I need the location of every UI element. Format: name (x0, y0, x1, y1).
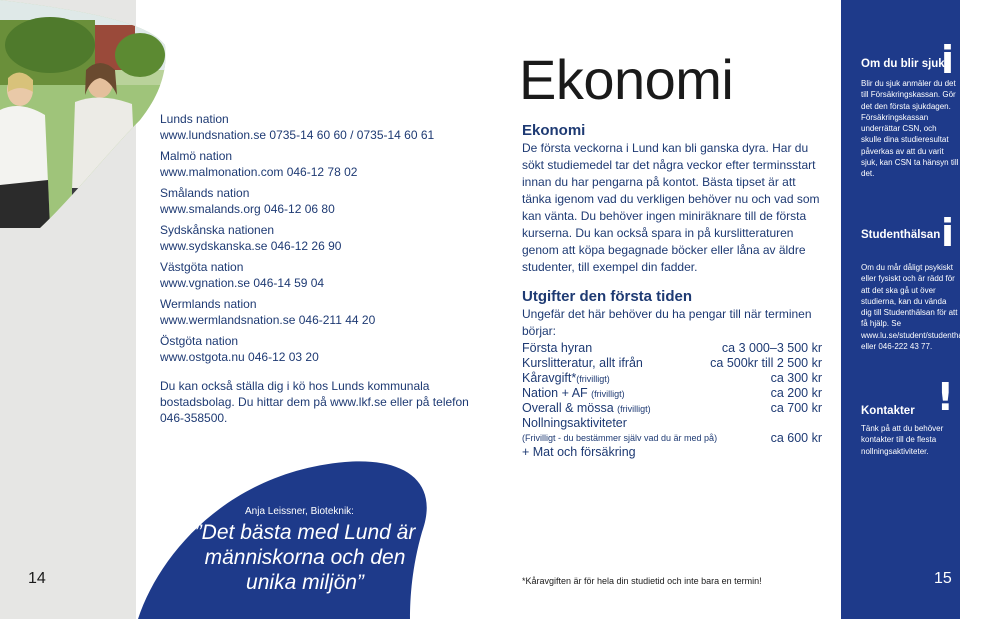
expense-label: Nation + AF (522, 386, 592, 400)
expense-row-optional (522, 431, 822, 445)
info-text: Blir du sjuk anmäler du det till Försäkringskassan. Gör det den första sjukdagen. Försäkringskassan underrättar CSN, och skulle dina studieresultat påverkas av att du varit sjuk, kan CSN ta hänsyn till det. (861, 79, 959, 179)
info-text: Tänk på att du behöver kontakter till de flesta nollningsaktiviteter. (861, 424, 944, 456)
nation-contact: www.lundsnation.se 0735-14 60 60 / 0735-14 60 61 (160, 127, 435, 142)
nation-contact: www.malmonation.com 046-12 78 02 (160, 164, 358, 179)
info-block-contacts (861, 405, 959, 457)
expense-row (522, 416, 822, 431)
nation-contact: www.smalands.org 046-12 06 80 (160, 201, 335, 216)
section-heading: Ekonomi (522, 122, 586, 139)
expense-label: Overall & mössa (522, 401, 618, 415)
nation-name: Sydskånska nationen (160, 223, 275, 237)
expense-row (522, 386, 822, 401)
nation-entry (160, 149, 470, 180)
expenses-intro: Ungefär det här behöver du ha pengar till när terminen börjar: (522, 307, 812, 338)
info-title: Kontakter (861, 405, 915, 417)
quote-author: Anja Leissner, Bioteknik: (245, 506, 354, 517)
section-heading: Utgifter den första tiden (522, 288, 693, 305)
info-title: Studenthälsan (861, 229, 941, 241)
page-title: Ekonomi (519, 48, 734, 111)
page-number-left: 14 (28, 570, 46, 587)
expense-row (522, 341, 822, 356)
expense-row (522, 371, 822, 386)
nation-name: Wermlands nation (160, 297, 257, 311)
nation-name: Västgöta nation (160, 260, 244, 274)
expense-row (522, 401, 822, 416)
expense-amount: ca 300 kr (770, 371, 822, 385)
exclamation-icon: ! (936, 375, 954, 419)
nation-name: Lunds nation (160, 112, 229, 126)
nation-entry (160, 260, 470, 291)
nation-name: Smålands nation (160, 186, 250, 200)
expense-label: Första hyran (522, 341, 593, 355)
info-block-health (861, 229, 941, 242)
expense-note: (frivilligt) (591, 389, 625, 399)
nation-entry (160, 112, 470, 143)
housing-note: Du kan också ställa dig i kö hos Lunds kommunala bostadsbolag. Du hittar dem på www.lkf.se eller på telefon 046-358500. (160, 379, 469, 425)
students-photo (0, 0, 168, 228)
expense-note: (frivilligt) (617, 404, 651, 414)
expense-label: (Frivilligt - du bestämmer själv vad du är med på) (522, 433, 718, 443)
nation-contact: www.ostgota.nu 046-12 03 20 (160, 349, 319, 364)
page-number-right: 15 (934, 570, 952, 587)
expense-label: Kurslitteratur, allt ifrån (522, 356, 643, 370)
nation-entry (160, 297, 470, 328)
expenses-table (522, 341, 822, 459)
expense-note: (frivilligt) (576, 374, 610, 384)
info-text: Om du mår dåligt psykiskt eller fysiskt och är rädd för att det ska gå ut över studierna, kan du vända dig till Studenthälsan för att få hjälp. Se www.lu.se/student/studenthaelsan eller 046-222 43 77. (861, 263, 982, 352)
nation-entry (160, 186, 470, 217)
section-text: De första veckorna i Lund kan bli ganska dyra. Har du sökt studiemedel tar det några veckor efter terminsstart innan du har pengarna på kontot. Bästa tipset är att tänka igenom vad du verkligen behöver nu och vad som kan vänta. Du behöver ingen miniräknare till de första kurserna. Du kan också spara in på kurslitteraturen genom att köpa begagnade böcker eller låna av äldre studenter, till exempel din fadder. (522, 141, 820, 274)
info-sidebar (841, 0, 982, 619)
expenses-section (522, 288, 822, 459)
expense-amount: ca 200 kr (770, 386, 822, 400)
info-block-sick (861, 58, 959, 180)
expense-amount: ca 3 000–3 500 kr (721, 341, 822, 355)
economy-section (522, 122, 822, 276)
expense-label: Kåravgift* (522, 371, 577, 385)
nations-list (160, 112, 470, 426)
expense-label: + Mat och försäkring (522, 445, 636, 459)
nation-entry (160, 334, 470, 365)
quote-text: ”Det bästa med Lund är människorna och den unika miljön” (194, 521, 416, 594)
info-icon: i (940, 211, 954, 255)
expense-amount: ca 600 kr (770, 431, 822, 445)
expense-amount: ca 500kr till 2 500 kr (710, 356, 822, 370)
nation-entry (160, 223, 470, 254)
nation-contact: www.wermlandsnation.se 046-211 44 20 (160, 312, 376, 327)
info-title: Om du blir sjuk (861, 58, 945, 70)
info-icon: i (940, 38, 954, 82)
nation-contact: www.vgnation.se 046-14 59 04 (160, 275, 325, 290)
footnote: *Kåravgiften är för hela din studietid och inte bara en termin! (522, 576, 762, 586)
expense-row (522, 356, 822, 371)
nation-name: Malmö nation (160, 149, 233, 163)
nation-contact: www.sydskanska.se 046-12 26 90 (160, 238, 342, 253)
expense-label: Nollningsaktiviteter (522, 416, 627, 430)
expense-row-last (522, 445, 822, 459)
expense-amount: ca 700 kr (770, 401, 822, 415)
nation-name: Östgöta nation (160, 334, 239, 348)
info-block-health-text (861, 262, 982, 352)
